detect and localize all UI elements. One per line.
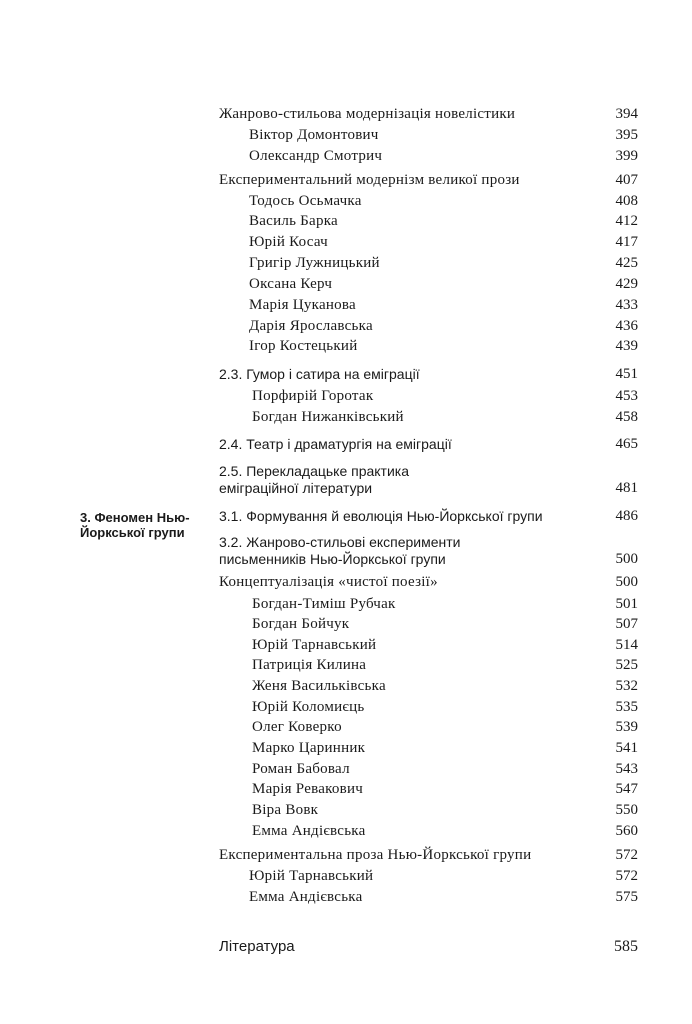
toc-entry-page: 543 xyxy=(615,761,638,777)
toc-entry[interactable] xyxy=(0,366,692,383)
toc-entry-title: Дарія Ярославська xyxy=(249,318,373,334)
toc-entry[interactable] xyxy=(0,508,692,525)
toc-entry-title: Експериментальний модернізм великої прози xyxy=(219,172,520,188)
toc-entry-title: Марко Царинник xyxy=(252,740,366,756)
toc-entry-title: Василь Барка xyxy=(249,213,338,229)
toc-entry-title: Олександр Смотрич xyxy=(249,148,383,164)
toc-entry[interactable] xyxy=(0,127,692,144)
toc-entry-title: Ігор Костецький xyxy=(249,338,358,354)
toc-entry-page: 458 xyxy=(615,409,638,425)
toc-entry-page: 525 xyxy=(615,657,638,673)
toc-entry[interactable] xyxy=(0,719,692,736)
toc-entry-title: Юрій Тарнавський xyxy=(252,637,377,653)
toc-entry-page: 572 xyxy=(615,868,638,884)
toc-entry[interactable] xyxy=(0,193,692,210)
toc-entry-title: Женя Васильківська xyxy=(252,678,386,694)
toc-entry-title: Емма Андієвська xyxy=(252,823,366,839)
toc-entry-page: 425 xyxy=(615,255,638,271)
toc-entry-title: Література xyxy=(219,938,295,955)
toc-entry-page: 451 xyxy=(615,366,638,382)
toc-entry-title: Жанрово-стильова модернізація новелістики xyxy=(219,106,516,122)
toc-entry-title: 3.1. Формування й еволюція Нью-Йоркської групи xyxy=(219,508,543,524)
toc-entry-title: Віктор Домонтович xyxy=(249,127,379,143)
toc-entry[interactable] xyxy=(0,318,692,335)
toc-entry[interactable] xyxy=(0,213,692,230)
toc-entry-page: 560 xyxy=(615,823,638,839)
toc-entry[interactable] xyxy=(0,823,692,840)
toc-entry-title: Олег Коверко xyxy=(252,719,342,735)
toc-entry-title: Богдан Нижанківський xyxy=(252,409,404,425)
toc-entry-page: 399 xyxy=(615,148,638,164)
toc-entry-page: 575 xyxy=(615,889,638,905)
toc-entry[interactable] xyxy=(0,148,692,165)
toc-entry-page: 550 xyxy=(615,802,638,818)
toc-entry-title: Експериментальна проза Нью-Йоркської групи xyxy=(219,847,532,863)
toc-entry-title: Роман Бабовал xyxy=(252,761,350,777)
toc-entry-page: 453 xyxy=(615,388,638,404)
toc-entry[interactable] xyxy=(0,938,692,955)
toc-entry[interactable] xyxy=(0,574,692,591)
toc-entry[interactable] xyxy=(0,409,692,426)
toc-entry-page: 433 xyxy=(615,297,638,313)
toc-entry-title: 2.5. Перекладацьке практика еміграційної літератури xyxy=(219,463,410,496)
toc-entry[interactable] xyxy=(0,740,692,757)
toc-entry-title: Тодось Осьмачка xyxy=(249,193,362,209)
toc-entry-title: 3.2. Жанрово-стильові експерименти письменників Нью-Йоркської групи xyxy=(219,534,461,567)
toc-entry[interactable] xyxy=(0,637,692,654)
toc-entry[interactable] xyxy=(0,781,692,798)
toc-entry-page: 439 xyxy=(615,338,638,354)
toc-entry[interactable] xyxy=(0,297,692,314)
toc-entry-title: Юрій Тарнавський xyxy=(249,868,374,884)
toc-entry-title: Богдан-Тиміш Рубчак xyxy=(252,596,396,612)
toc-entry-page: 407 xyxy=(615,172,638,188)
toc-entry-page: 585 xyxy=(614,938,638,955)
toc-entry-title: Патриція Килина xyxy=(252,657,367,673)
toc-entry-page: 535 xyxy=(615,699,638,715)
toc-entry[interactable] xyxy=(0,699,692,716)
toc-entry[interactable] xyxy=(0,255,692,272)
toc-entry-page: 412 xyxy=(615,213,638,229)
toc-entry[interactable] xyxy=(0,889,692,906)
toc-entry-page: 395 xyxy=(615,127,638,143)
toc-entry-title: Григір Лужницький xyxy=(249,255,380,271)
toc-entry-page: 500 xyxy=(615,551,638,567)
toc-entry-title: Юрій Косач xyxy=(249,234,328,250)
toc-entry-page: 547 xyxy=(615,781,638,797)
toc-entry[interactable] xyxy=(0,534,692,568)
toc-entry[interactable] xyxy=(0,436,692,453)
toc-entry-title: 2.3. Гумор і сатира на еміграції xyxy=(219,366,420,382)
section-heading-new-york-group: 3. Феномен Нью-Йоркської групи xyxy=(80,510,190,540)
toc-entry-page: 539 xyxy=(615,719,638,735)
toc-entry[interactable] xyxy=(0,338,692,355)
toc-entry-title: Оксана Керч xyxy=(249,276,333,292)
toc-entry-title: Віра Вовк xyxy=(252,802,319,818)
toc-entry-page: 501 xyxy=(615,596,638,612)
toc-entry-title: Емма Андієвська xyxy=(249,889,363,905)
toc-entry-page: 514 xyxy=(615,637,638,653)
toc-entry-title: 2.4. Театр і драматургія на еміграції xyxy=(219,436,452,452)
toc-entry-page: 486 xyxy=(615,508,638,524)
toc-entry[interactable] xyxy=(0,388,692,405)
toc-entry-title: Концептуалізація «чистої поезії» xyxy=(219,574,438,590)
toc-entry[interactable] xyxy=(0,678,692,695)
toc-entry-page: 507 xyxy=(615,616,638,632)
toc-entry[interactable] xyxy=(0,596,692,613)
toc-entry[interactable] xyxy=(0,463,692,497)
toc-entry-page: 408 xyxy=(615,193,638,209)
toc-entry-page: 500 xyxy=(615,574,638,590)
toc-entry-page: 465 xyxy=(615,436,638,452)
toc-entry-page: 394 xyxy=(615,106,638,122)
toc-entry-title: Порфирій Горотак xyxy=(252,388,374,404)
toc-entry[interactable] xyxy=(0,276,692,293)
toc-entry-page: 541 xyxy=(615,740,638,756)
toc-entry-page: 532 xyxy=(615,678,638,694)
toc-entry-title: Марія Цуканова xyxy=(249,297,356,313)
toc-entry[interactable] xyxy=(0,234,692,251)
toc-entry-title: Богдан Бойчук xyxy=(252,616,350,632)
toc-entry-page: 436 xyxy=(615,318,638,334)
toc-entry-title: Юрій Коломиєць xyxy=(252,699,365,715)
toc-entry[interactable] xyxy=(0,761,692,778)
toc-entry-page: 481 xyxy=(615,480,638,496)
toc-entry[interactable] xyxy=(0,802,692,819)
toc-entry-title: Марія Ревакович xyxy=(252,781,364,797)
toc-entry[interactable] xyxy=(0,616,692,633)
toc-entry-page: 572 xyxy=(615,847,638,863)
toc-entry-page: 429 xyxy=(615,276,638,292)
toc-entry[interactable] xyxy=(0,106,692,123)
toc-entry[interactable] xyxy=(0,172,692,189)
toc-entry[interactable] xyxy=(0,868,692,885)
toc-entry-page: 417 xyxy=(615,234,638,250)
toc-entry[interactable] xyxy=(0,847,692,864)
toc-entry[interactable] xyxy=(0,657,692,674)
